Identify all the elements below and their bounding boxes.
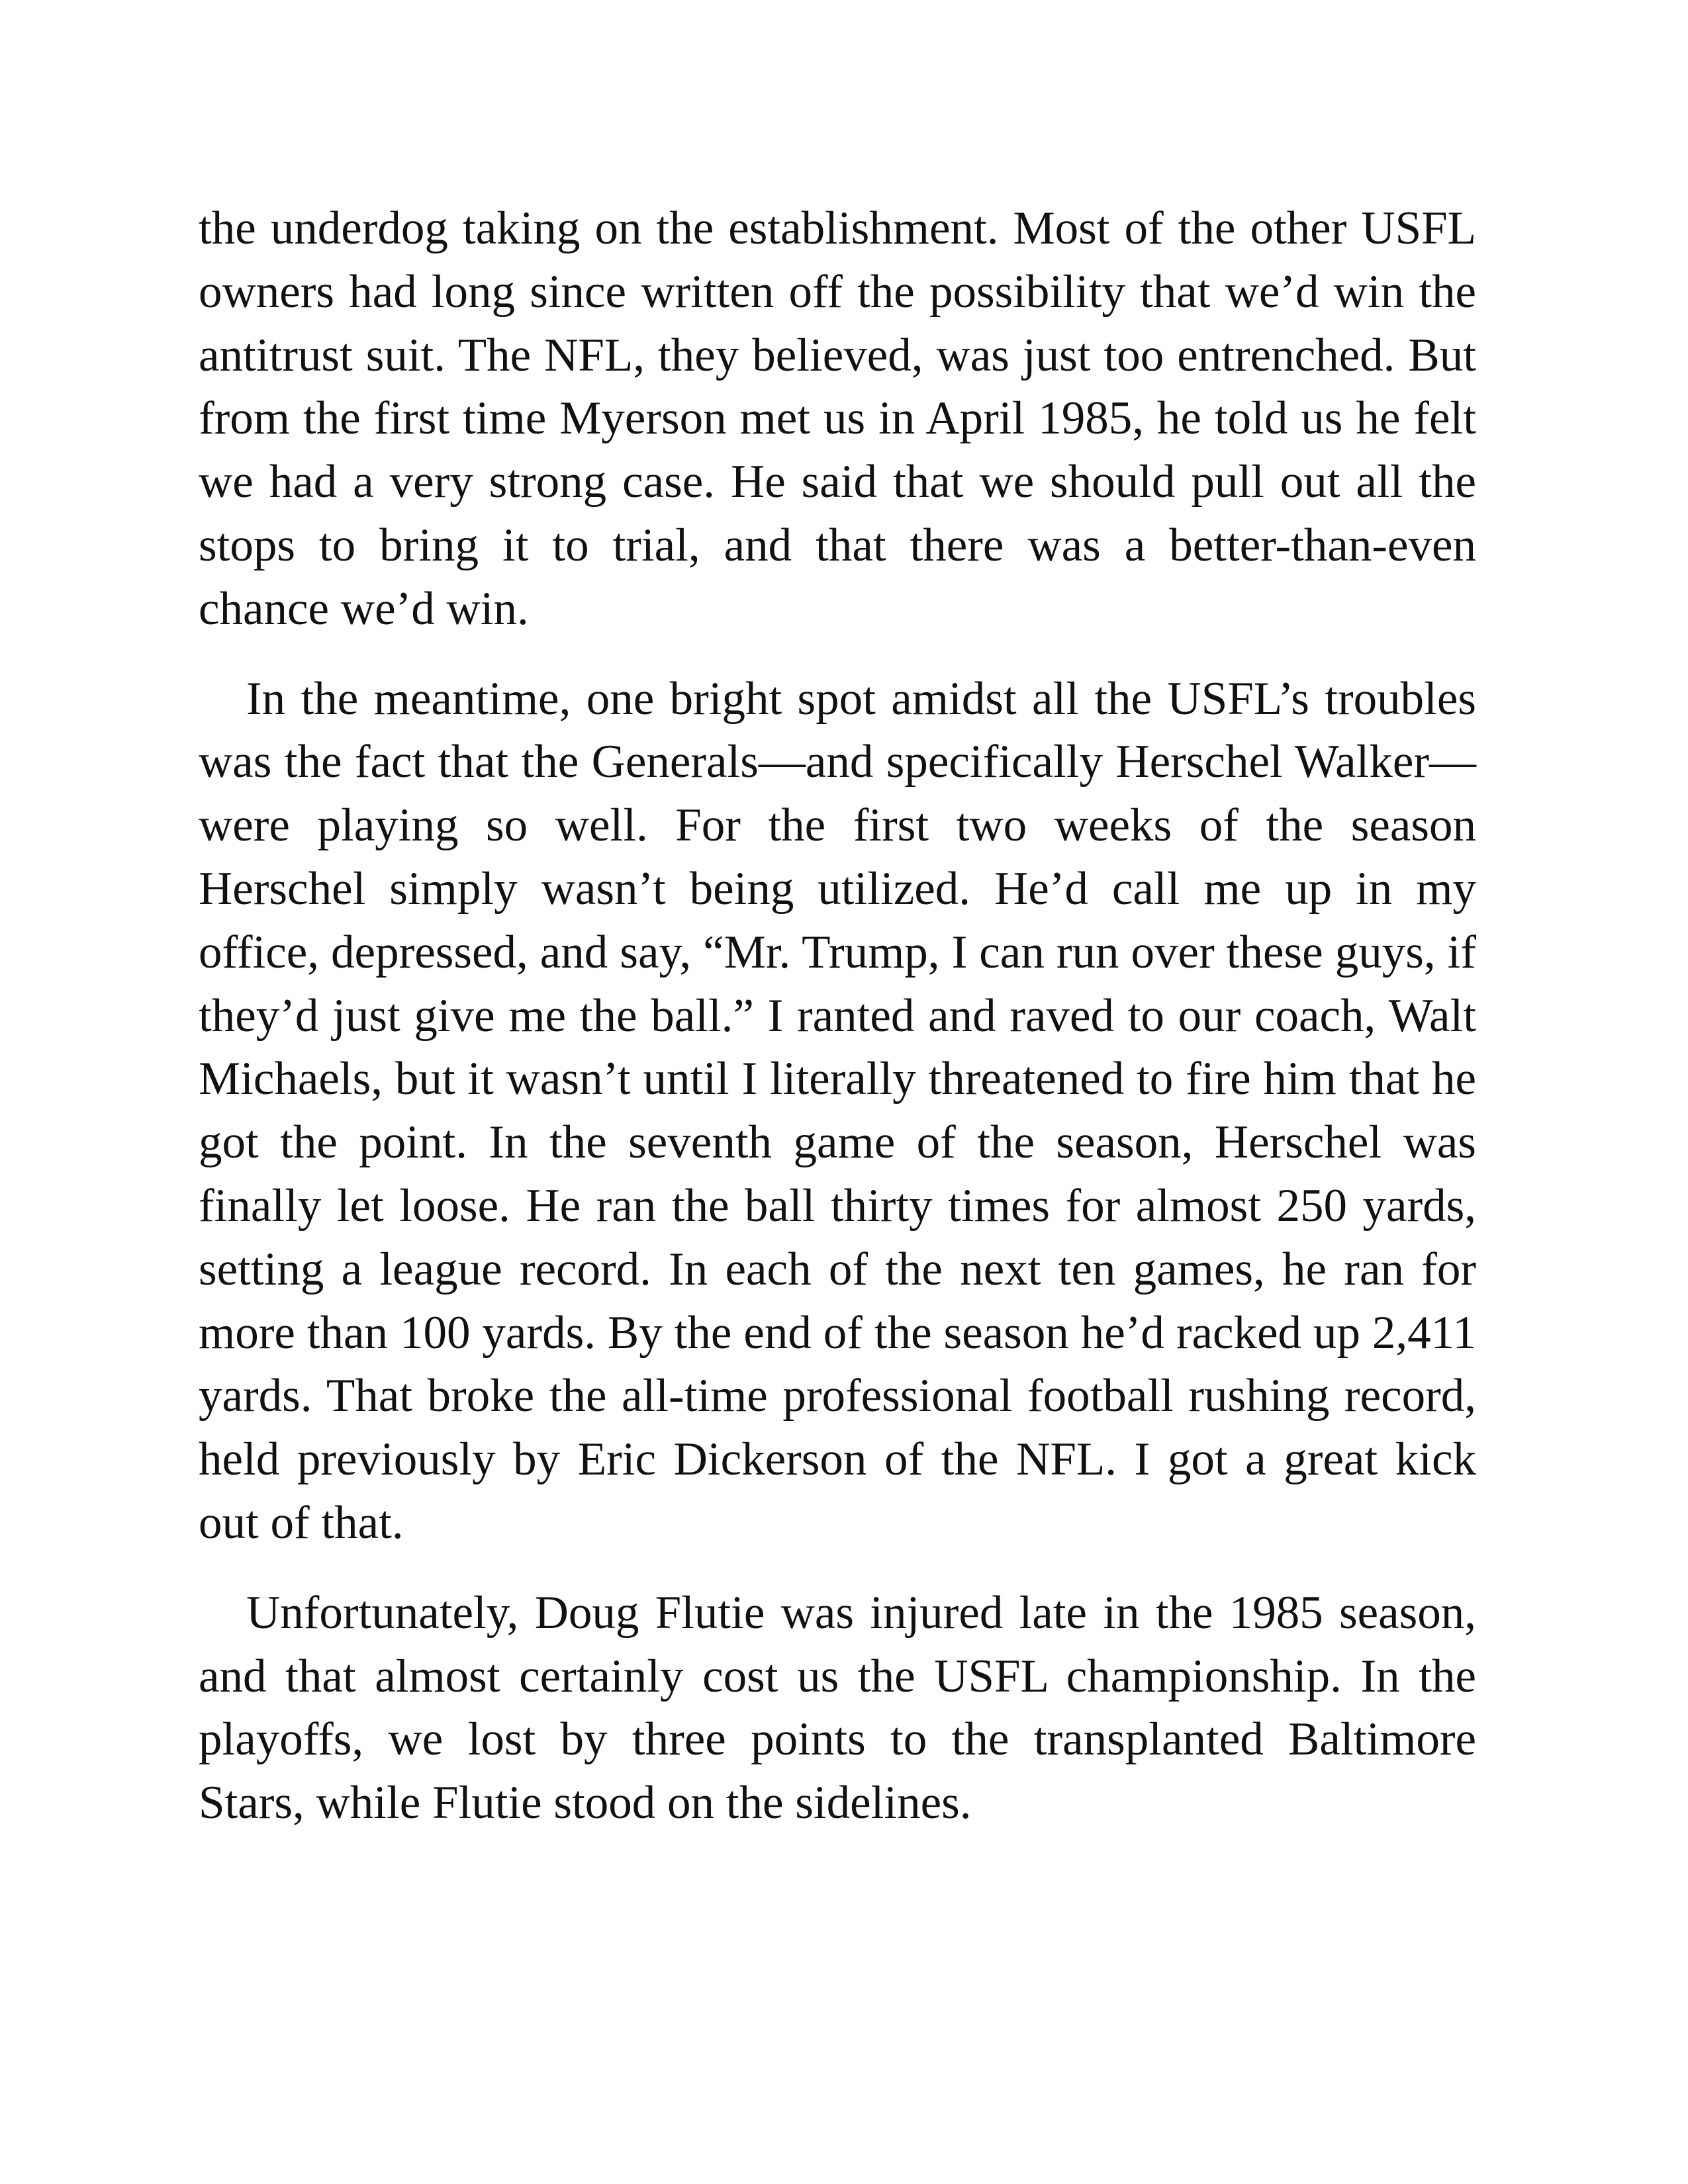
page-body <box>199 197 1476 1835</box>
paragraph-3: Unfortunately, Doug Flutie was injured late in the 1985 season, and that almost certainly cost us the USFL championship. In the playoffs, we lost by three points to the transplanted Baltimore Stars, while Flutie stood on the sidelines. <box>199 1586 1476 1829</box>
paragraph-2: In the meantime, one bright spot amidst all the USFL’s troubles was the fact that the Generals—and specifically Herschel Walker—were playing so well. For the first two weeks of the season Herschel simply wasn’t being utilized. He’d call me up in my office, depressed, and say, “Mr. Trump, I can run over these guys, if they’d just give me the ball.” I ranted and raved to our coach, Walt Michaels, but it wasn’t until I literally threatened to fire him that he got the point. In the seventh game of the season, Herschel was finally let loose. He ran the ball thirty times for almost 250 yards, setting a league record. In each of the next ten games, he ran for more than 100 yards. By the end of the season he’d racked up 2,411 yards. That broke the all-time professional football rushing record, held previously by Eric Dickerson of the NFL. I got a great kick out of that. <box>199 672 1476 1549</box>
paragraph-1: the underdog taking on the establishment. Most of the other USFL owners had long since written off the possibility that we’d win the antitrust suit. The NFL, they believed, was just too entrenched. But from the first time Myerson met us in April 1985, he told us he felt we had a very strong case. He said that we should pull out all the stops to bring it to trial, and that there was a better-than-even chance we’d win. <box>199 203 1476 635</box>
